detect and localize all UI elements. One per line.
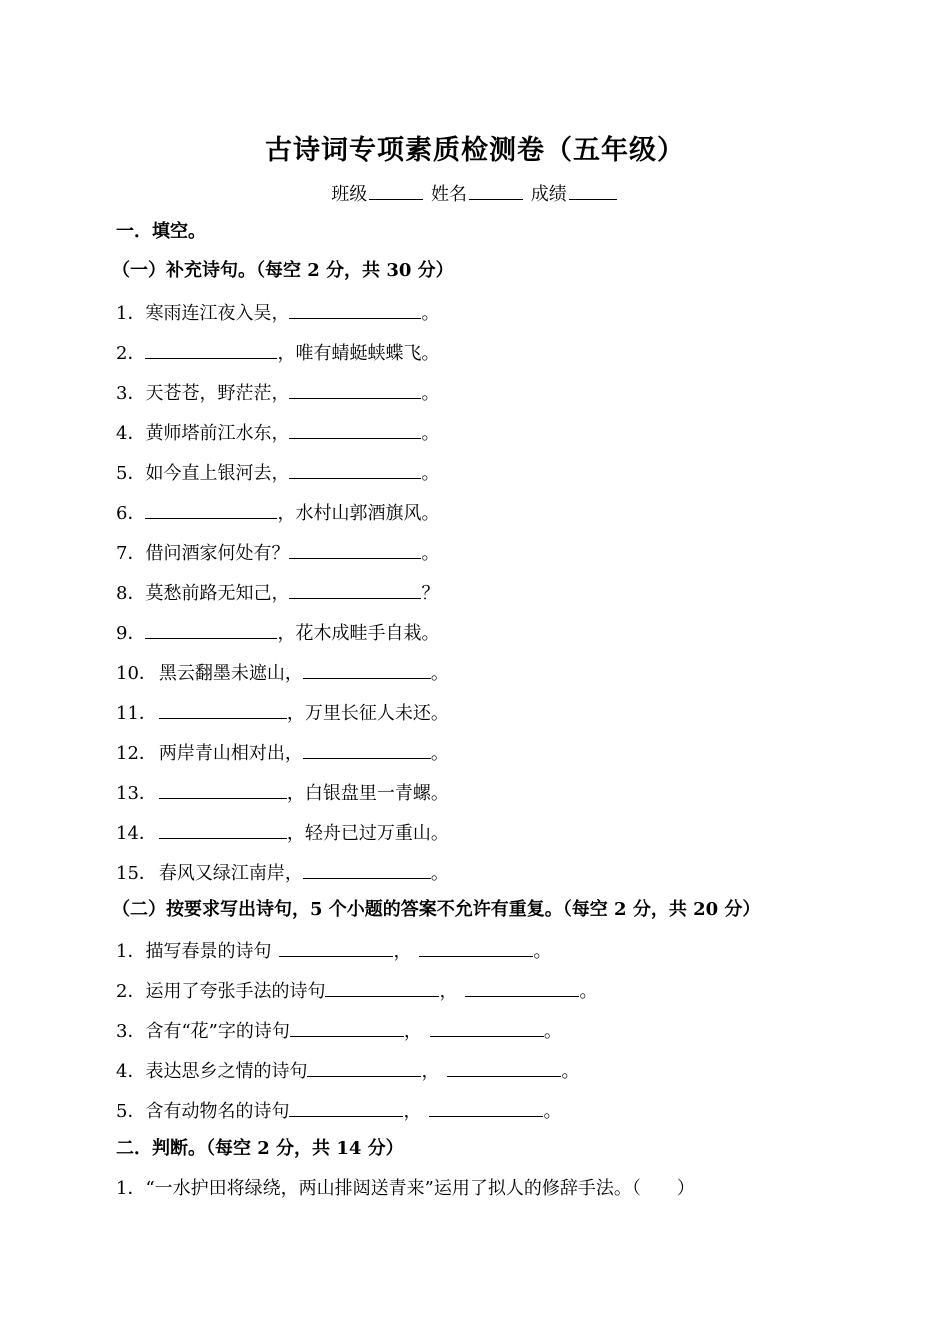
answer-blank[interactable] <box>279 938 393 957</box>
comma: ， <box>439 981 458 1002</box>
section2-heading: 二．判断。（每空 2 分，共 14 分） <box>116 1138 404 1159</box>
item-number: 4． <box>116 423 146 444</box>
item-number: 1． <box>116 303 146 324</box>
answer-blank[interactable] <box>430 1018 544 1037</box>
requirement-item <box>116 1018 562 1044</box>
page-title: 古诗词专项素质检测卷（五年级） <box>265 135 685 166</box>
fill-item <box>116 460 439 486</box>
name-label: 姓名 <box>431 184 467 205</box>
part2-heading: （二）按要求写出诗句，5 个小题的答案不允许有重复。（每空 2 分，共 20 分） <box>112 899 761 920</box>
item-number: 5． <box>116 1101 146 1122</box>
poem-text: 。 <box>421 423 440 444</box>
section1-heading: 一．填空。 <box>116 221 206 242</box>
poem-text: ，轻舟已过万重山。 <box>286 823 449 844</box>
answer-blank[interactable] <box>429 1098 543 1117</box>
answer-blank[interactable] <box>145 340 277 359</box>
score-label: 成绩 <box>530 184 567 205</box>
requirement-text: 运用了夸张手法的诗句 <box>145 981 326 1002</box>
poem-text: 春风又绿江南岸， <box>158 863 303 884</box>
fill-item <box>116 660 449 686</box>
poem-text: 。 <box>430 663 449 684</box>
item-number: 5． <box>116 463 146 484</box>
period: 。 <box>561 1061 580 1082</box>
fill-item <box>116 380 439 406</box>
poem-text: ，唯有蜻蜓蛱蝶飞。 <box>277 343 440 364</box>
answer-blank[interactable] <box>325 978 439 997</box>
fill-item <box>116 340 439 366</box>
period: 。 <box>543 1101 562 1122</box>
requirement-item <box>116 978 597 1004</box>
answer-blank[interactable] <box>465 978 579 997</box>
comma: ， <box>393 941 412 962</box>
requirement-item <box>116 938 551 964</box>
poem-text: 。 <box>430 863 449 884</box>
requirement-item <box>116 1098 561 1124</box>
answer-blank[interactable] <box>159 700 287 719</box>
poem-text: 黑云翻墨未遮山， <box>158 663 303 684</box>
item-number: 12． <box>116 743 157 764</box>
fill-item <box>116 820 449 846</box>
fill-item <box>116 540 439 566</box>
item-number: 7． <box>116 543 146 564</box>
fill-item <box>116 300 439 326</box>
poem-text: 莫愁前路无知己， <box>145 583 290 604</box>
fill-item <box>116 580 439 606</box>
answer-blank[interactable] <box>159 820 287 839</box>
item-number: 14． <box>116 823 157 844</box>
item-number: 1． <box>116 941 146 962</box>
student-info-line <box>0 180 950 206</box>
poem-text: 。 <box>421 383 440 404</box>
fill-item <box>116 700 449 726</box>
requirement-text: 描写春景的诗句 <box>145 941 272 962</box>
comma: ， <box>403 1101 422 1122</box>
item-number: 4． <box>116 1061 146 1082</box>
fill-item <box>116 780 449 806</box>
fill-item <box>116 740 449 766</box>
answer-blank[interactable] <box>289 580 421 599</box>
poem-text: 两岸青山相对出， <box>158 743 303 764</box>
class-blank[interactable] <box>369 183 423 200</box>
item-number: 3． <box>116 383 146 404</box>
part1-heading: （一）补充诗句。（每空 2 分，共 30 分） <box>112 260 454 281</box>
poem-text: 。 <box>430 743 449 764</box>
answer-blank[interactable] <box>307 1058 421 1077</box>
poem-text: 天苍苍，野茫茫， <box>145 383 290 404</box>
answer-blank[interactable] <box>289 420 421 439</box>
item-number: 8． <box>116 583 146 604</box>
score-blank[interactable] <box>569 183 617 200</box>
item-number: 2． <box>116 343 146 364</box>
requirement-text: 含有“花”字的诗句 <box>145 1021 290 1042</box>
answer-blank[interactable] <box>145 500 277 519</box>
requirement-text: 含有动物名的诗句 <box>145 1101 290 1122</box>
item-number: 6． <box>116 503 146 524</box>
item-number: 3． <box>116 1021 146 1042</box>
answer-blank[interactable] <box>159 780 287 799</box>
name-blank[interactable] <box>469 183 523 200</box>
item-number: 1． <box>116 1178 146 1199</box>
answer-blank[interactable] <box>289 460 421 479</box>
item-number: 9． <box>116 623 146 644</box>
period: 。 <box>533 941 552 962</box>
fill-item <box>116 860 449 886</box>
poem-text: ，花木成畦手自栽。 <box>277 623 440 644</box>
answer-blank[interactable] <box>303 740 431 759</box>
comma: ， <box>403 1021 422 1042</box>
answer-blank[interactable] <box>145 620 277 639</box>
class-label: 班级 <box>331 184 368 205</box>
poem-text: ，万里长征人未还。 <box>286 703 449 724</box>
poem-text: 如今直上银河去， <box>145 463 290 484</box>
poem-text: 。 <box>421 303 440 324</box>
item-number: 13． <box>116 783 157 804</box>
poem-text: 。 <box>421 543 440 564</box>
period: 。 <box>579 981 598 1002</box>
answer-blank[interactable] <box>447 1058 561 1077</box>
answer-blank[interactable] <box>303 660 431 679</box>
period: 。 <box>543 1021 562 1042</box>
item-number: 10． <box>116 663 157 684</box>
item-number: 15． <box>116 863 157 884</box>
answer-blank[interactable] <box>289 1098 403 1117</box>
comma: ， <box>421 1061 440 1082</box>
answer-blank[interactable] <box>419 938 533 957</box>
fill-item <box>116 500 439 526</box>
poem-text: 黄师塔前江水东， <box>145 423 290 444</box>
poem-text: 寒雨连江夜入吴， <box>145 303 290 324</box>
fill-item <box>116 620 439 646</box>
answer-blank[interactable] <box>303 860 431 879</box>
judgment-text: “一水护田将绿绕，两山排闼送青来”运用了拟人的修辞手法。（ ） <box>145 1178 695 1199</box>
poem-text: 借问酒家何处有？ <box>145 543 290 564</box>
answer-blank[interactable] <box>289 540 421 559</box>
item-number: 2． <box>116 981 146 1002</box>
poem-text: ？ <box>421 583 440 604</box>
requirement-text: 表达思乡之情的诗句 <box>145 1061 308 1082</box>
answer-blank[interactable] <box>289 380 421 399</box>
poem-text: ，水村山郭酒旗风。 <box>277 503 440 524</box>
poem-text: 。 <box>421 463 440 484</box>
item-number: 11． <box>116 703 157 724</box>
answer-blank[interactable] <box>290 1018 404 1037</box>
poem-text: ，白银盘里一青螺。 <box>286 783 449 804</box>
judgment-item <box>116 1177 695 1201</box>
requirement-item <box>116 1058 579 1084</box>
fill-item <box>116 420 439 446</box>
answer-blank[interactable] <box>289 300 421 319</box>
